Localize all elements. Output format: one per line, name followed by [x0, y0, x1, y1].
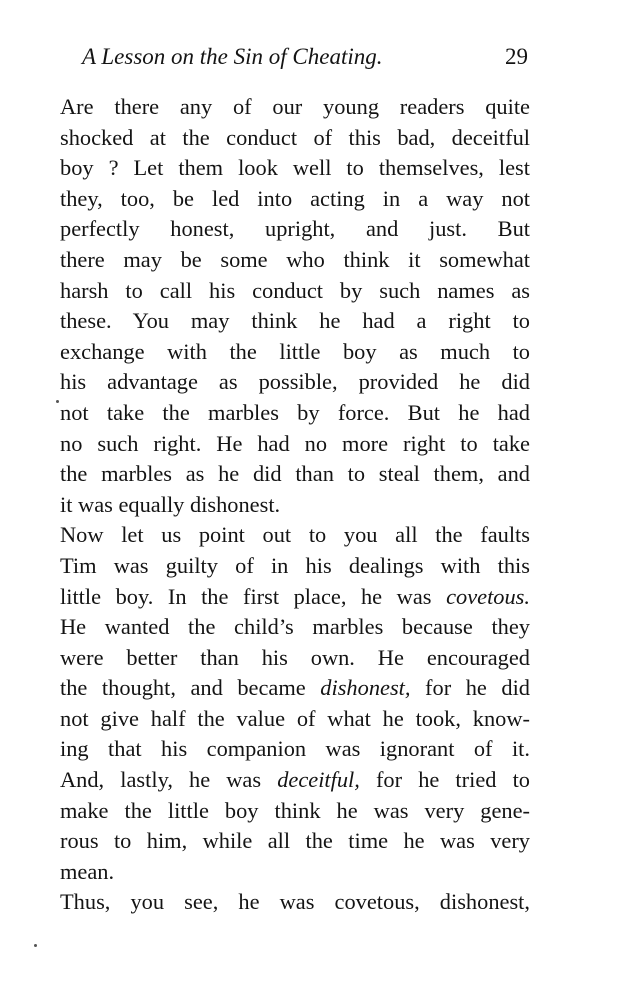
italic-emphasis: deceitful, — [277, 767, 360, 793]
text-line — [60, 245, 530, 276]
line-text: the thought, and became — [60, 675, 321, 701]
line-text: Are there any of our young readers quite — [60, 94, 530, 119]
line-text: perfectly honest, upright, and just. But — [60, 216, 530, 242]
text-line — [60, 214, 530, 245]
text-line — [60, 520, 530, 551]
line-text: not take the marbles by force. But he had — [60, 399, 530, 425]
line-text: not give half the value of what he took, know- — [60, 705, 530, 731]
text-line — [60, 276, 530, 307]
text-line — [60, 826, 530, 857]
line-text: they, too, be led into acting in a way not — [60, 185, 530, 211]
running-head-title: A Lesson on the Sin of Cheating. — [82, 44, 383, 69]
line-text: shocked at the conduct of this bad, deceitful — [60, 124, 530, 150]
line-text: for he tried to — [359, 767, 530, 793]
line-text: there may be some who think it somewhat — [60, 246, 530, 272]
line-text: boy ? Let them look well to themselves, lest — [60, 155, 530, 181]
text-line — [60, 153, 530, 184]
text-line — [60, 887, 530, 918]
text-line — [60, 367, 530, 398]
line-text: He wanted the child’s marbles because they — [60, 614, 530, 640]
line-text: the marbles as he did than to steal them, and — [60, 461, 530, 487]
text-line — [60, 490, 530, 521]
text-line — [60, 184, 530, 215]
line-text: no such right. He had no more right to take — [60, 430, 530, 456]
line-text: make the little boy think he was very gene- — [60, 797, 530, 823]
line-text: harsh to call his conduct by such names as — [60, 277, 530, 303]
text-line — [60, 337, 530, 368]
text-line — [60, 796, 530, 827]
line-text: Now let us point out to you all the faults — [60, 522, 530, 548]
text-line — [60, 123, 530, 154]
running-head — [82, 44, 528, 78]
text-line — [60, 582, 530, 613]
line-text: exchange with the little boy as much to — [60, 338, 530, 364]
line-text: were better than his own. He encouraged — [60, 644, 530, 670]
text-line — [60, 734, 530, 765]
line-text: And, lastly, he was — [60, 767, 278, 793]
line-text: his advantage as possible, provided he did — [60, 369, 530, 395]
page-number: 29 — [505, 44, 528, 69]
line-text: little boy. In the first place, he was — [60, 583, 447, 609]
italic-emphasis: dishonest, — [320, 675, 411, 701]
text-line — [60, 551, 530, 582]
line-text: it was equally dishonest. — [60, 491, 281, 517]
line-text: ing that his companion was ignorant of it. — [60, 736, 530, 762]
line-text: Tim was guilty of in his dealings with this — [60, 552, 530, 578]
line-text: mean. — [60, 858, 115, 884]
body-text — [60, 92, 530, 918]
text-line — [60, 643, 530, 674]
text-line — [60, 612, 530, 643]
paper-speck — [56, 400, 59, 403]
text-line — [60, 704, 530, 735]
text-line — [60, 429, 530, 460]
line-text: rous to him, while all the time he was very — [60, 828, 530, 854]
text-line — [60, 306, 530, 337]
italic-emphasis: covetous. — [446, 583, 530, 609]
text-line — [60, 459, 530, 490]
text-line — [60, 92, 530, 123]
text-line — [60, 765, 530, 796]
text-line — [60, 673, 530, 704]
text-line — [60, 857, 530, 888]
line-text: for he did — [410, 675, 531, 701]
line-text: Thus, you see, he was covetous, dishonest, — [60, 889, 530, 915]
paper-speck — [34, 944, 37, 947]
text-line — [60, 398, 530, 429]
line-text: these. You may think he had a right to — [60, 308, 530, 334]
